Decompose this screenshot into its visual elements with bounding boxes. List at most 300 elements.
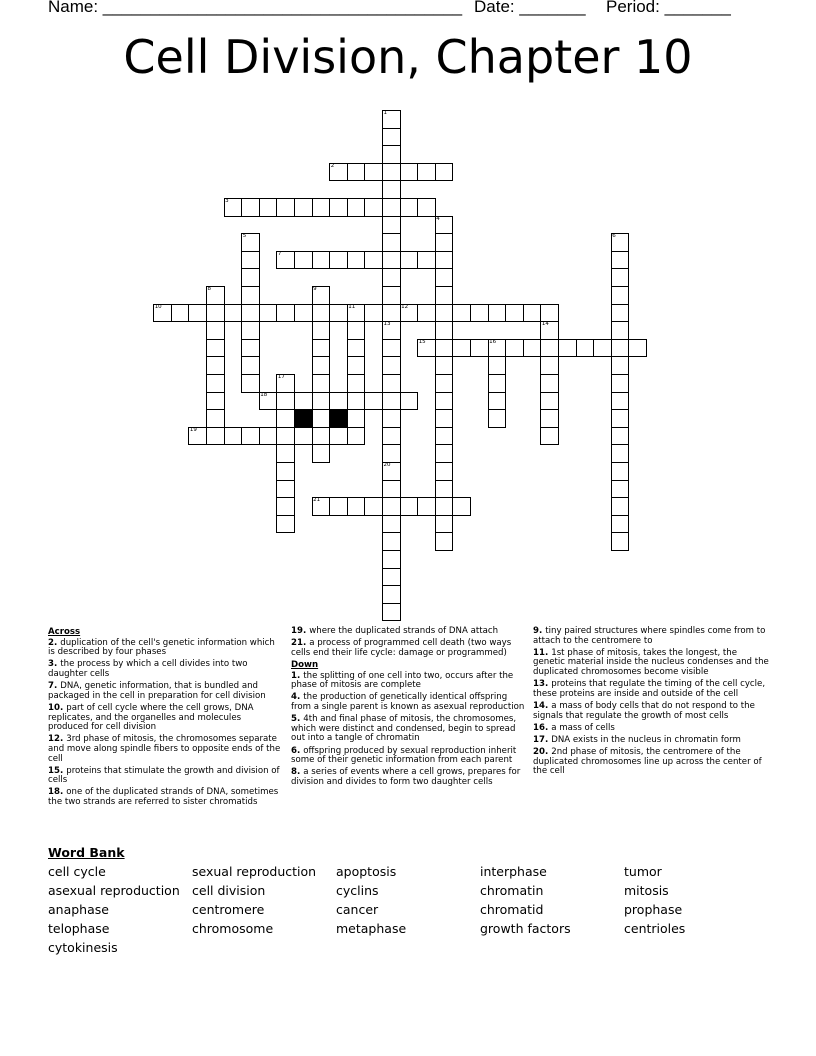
grid-cell[interactable] — [276, 374, 295, 393]
grid-cell[interactable] — [417, 339, 436, 358]
grid-cell[interactable] — [435, 515, 454, 534]
grid-cell[interactable] — [329, 163, 348, 182]
grid-cell[interactable] — [347, 251, 366, 270]
grid-cell[interactable] — [312, 409, 331, 428]
grid-cell[interactable] — [382, 163, 401, 182]
grid-cell[interactable] — [347, 198, 366, 217]
grid-cell[interactable] — [312, 444, 331, 463]
clue-text: proteins that stimulate the growth and division of cells — [48, 765, 280, 786]
grid-cell[interactable] — [276, 392, 295, 411]
clue — [48, 682, 284, 701]
word-bank-item: cyclins — [336, 883, 379, 898]
grid-cell[interactable] — [435, 321, 454, 340]
grid-cell[interactable] — [188, 427, 207, 446]
grid-cell[interactable] — [400, 163, 419, 182]
clue-number: 17 — [277, 374, 285, 380]
grid-block-cell — [294, 409, 313, 428]
grid-cell[interactable] — [382, 480, 401, 499]
grid-cell[interactable] — [382, 145, 401, 164]
date-field[interactable]: Date: _______ — [474, 0, 586, 16]
grid-cell[interactable] — [576, 339, 595, 358]
clue-text: one of the duplicated strands of DNA, sometimes the two strands are referred to sister chromatids — [48, 787, 279, 808]
grid-cell[interactable] — [312, 321, 331, 340]
grid-cell[interactable] — [611, 444, 630, 463]
clue-number: 18 — [260, 391, 268, 398]
clue — [291, 715, 527, 744]
grid-cell[interactable] — [382, 568, 401, 587]
grid-cell[interactable] — [400, 251, 419, 270]
clue-number-label: 12. — [48, 734, 64, 745]
grid-cell[interactable] — [435, 163, 454, 182]
clues-column-3 — [533, 627, 769, 779]
grid-cell[interactable] — [523, 339, 542, 358]
grid-cell[interactable] — [329, 427, 348, 446]
grid-cell[interactable] — [276, 409, 295, 428]
grid-cell[interactable] — [611, 321, 630, 340]
grid-cell[interactable] — [540, 339, 559, 358]
grid-cell[interactable] — [312, 374, 331, 393]
grid-cell[interactable] — [488, 356, 507, 375]
grid-cell[interactable] — [382, 444, 401, 463]
clue-text: a process of programmed cell death (two ways cells end their life cycle: damage or programmed) — [291, 638, 512, 658]
clue-text: 2nd phase of mitosis, the centromere of the duplicated chromosomes line up across the center of the cell — [533, 747, 762, 777]
grid-cell[interactable] — [347, 392, 366, 411]
clue-number-label: 19. — [291, 626, 307, 636]
grid-cell[interactable] — [347, 163, 366, 182]
grid-cell[interactable] — [312, 392, 331, 411]
clue-number-label: 21. — [291, 638, 307, 649]
grid-cell[interactable] — [312, 304, 331, 323]
grid-cell[interactable] — [206, 427, 225, 446]
grid-cell[interactable] — [382, 427, 401, 446]
clue-number: 13 — [383, 321, 391, 328]
grid-cell[interactable] — [417, 198, 436, 217]
grid-cell[interactable] — [611, 532, 630, 551]
grid-cell[interactable] — [611, 409, 630, 428]
clue-number-label: 6. — [291, 745, 301, 756]
grid-cell[interactable] — [382, 321, 401, 340]
grid-cell[interactable] — [452, 304, 471, 323]
grid-cell[interactable] — [400, 392, 419, 411]
clue — [48, 788, 284, 807]
grid-cell[interactable] — [382, 515, 401, 534]
clue — [533, 748, 769, 777]
word-bank-item: cell division — [192, 883, 266, 898]
grid-cell[interactable] — [241, 198, 260, 217]
clue — [291, 747, 527, 766]
grid-cell[interactable] — [171, 304, 190, 323]
grid-cell[interactable] — [435, 286, 454, 305]
clue-number-label: 14. — [533, 700, 549, 711]
grid-cell[interactable] — [364, 251, 383, 270]
clue — [291, 672, 527, 691]
clue-text: a mass of cells — [551, 722, 615, 733]
grid-cell[interactable] — [488, 339, 507, 358]
grid-cell[interactable] — [452, 339, 471, 358]
clue — [48, 735, 284, 764]
grid-cell[interactable] — [611, 286, 630, 305]
grid-cell[interactable] — [259, 198, 278, 217]
page-title: Cell Division, Chapter 10 — [123, 30, 693, 84]
grid-cell[interactable] — [347, 339, 366, 358]
grid-cell[interactable] — [206, 356, 225, 375]
grid-cell[interactable] — [312, 198, 331, 217]
grid-cell[interactable] — [540, 392, 559, 411]
grid-cell[interactable] — [382, 550, 401, 569]
grid-cell[interactable] — [540, 356, 559, 375]
word-bank-item: centromere — [192, 902, 265, 917]
grid-cell[interactable] — [241, 427, 260, 446]
clue-text: a mass of body cells that do not respond to the signals that regulate the growth of most cells — [533, 700, 755, 721]
grid-cell[interactable] — [488, 409, 507, 428]
clue-number: 8 — [207, 286, 211, 292]
clue — [48, 767, 284, 786]
grid-cell[interactable] — [382, 251, 401, 270]
grid-cell[interactable] — [611, 233, 630, 252]
clue-text: the production of genetically identical offspring from a single parent is known as asexual reproduction — [291, 692, 525, 712]
grid-cell[interactable] — [347, 409, 366, 428]
grid-cell[interactable] — [206, 392, 225, 411]
clue-text: where the duplicated strands of DNA attach — [309, 626, 499, 636]
grid-cell[interactable] — [153, 304, 172, 323]
clue-number: 2 — [330, 162, 335, 169]
grid-cell[interactable] — [628, 339, 647, 358]
word-bank-item: cell cycle — [48, 864, 106, 879]
grid-cell[interactable] — [329, 251, 348, 270]
grid-cell[interactable] — [435, 304, 454, 323]
clue-number-label: 13. — [533, 679, 549, 690]
clue — [48, 639, 284, 658]
clue-number-label: 7. — [48, 681, 58, 692]
grid-cell[interactable] — [593, 339, 612, 358]
clue-text: 4th and final phase of mitosis, the chromosomes, which were distinct and condensed, begin to spread out into a tangle of chromatin — [291, 714, 517, 744]
grid-cell[interactable] — [611, 268, 630, 287]
grid-cell[interactable] — [241, 233, 260, 252]
grid-cell[interactable] — [611, 462, 630, 481]
grid-cell[interactable] — [276, 515, 295, 534]
grid-cell[interactable] — [276, 304, 295, 323]
grid-cell[interactable] — [312, 286, 331, 305]
clue-number: 7 — [277, 250, 282, 257]
grid-cell[interactable] — [611, 480, 630, 499]
down-clue-list — [291, 672, 527, 788]
grid-cell[interactable] — [382, 409, 401, 428]
grid-cell[interactable] — [435, 497, 454, 516]
grid-cell[interactable] — [470, 339, 489, 358]
grid-cell[interactable] — [259, 392, 278, 411]
period-field[interactable]: Period: _______ — [606, 0, 731, 16]
grid-cell[interactable] — [241, 321, 260, 340]
grid-cell[interactable] — [329, 392, 348, 411]
grid-cell[interactable] — [611, 497, 630, 516]
grid-cell[interactable] — [364, 198, 383, 217]
clue-number: 11 — [348, 303, 356, 310]
grid-cell[interactable] — [241, 374, 260, 393]
grid-cell[interactable] — [241, 356, 260, 375]
grid-cell[interactable] — [382, 233, 401, 252]
grid-cell[interactable] — [400, 198, 419, 217]
grid-cell[interactable] — [417, 251, 436, 270]
clue-text: part of cell cycle where the cell grows, DNA replicates, and the organelles and molecules produced for cell division — [48, 702, 254, 733]
grid-cell[interactable] — [470, 304, 489, 323]
grid-cell[interactable] — [382, 603, 401, 622]
grid-cell[interactable] — [312, 251, 331, 270]
grid-cell[interactable] — [382, 198, 401, 217]
word-bank-item: cancer — [336, 902, 379, 917]
down-heading: Down — [291, 659, 319, 670]
grid-cell[interactable] — [206, 286, 225, 305]
grid-cell[interactable] — [224, 304, 243, 323]
grid-cell[interactable] — [364, 497, 383, 516]
grid-cell[interactable] — [276, 480, 295, 499]
grid-cell[interactable] — [382, 286, 401, 305]
grid-cell[interactable] — [435, 356, 454, 375]
grid-cell[interactable] — [382, 497, 401, 516]
grid-cell[interactable] — [364, 163, 383, 182]
grid-cell[interactable] — [382, 532, 401, 551]
grid-cell[interactable] — [347, 497, 366, 516]
word-bank-item: chromatid — [480, 902, 544, 917]
grid-cell[interactable] — [312, 339, 331, 358]
grid-block-cell — [329, 409, 348, 428]
grid-cell[interactable] — [294, 304, 313, 323]
clue-number-label: 2. — [48, 637, 58, 648]
grid-cell[interactable] — [224, 198, 243, 217]
word-bank-item: anaphase — [48, 902, 109, 917]
grid-cell[interactable] — [364, 304, 383, 323]
across-heading: Across — [48, 627, 81, 637]
clue-number-label: 15. — [48, 765, 64, 776]
grid-cell[interactable] — [435, 409, 454, 428]
grid-cell[interactable] — [611, 339, 630, 358]
grid-cell[interactable] — [206, 374, 225, 393]
clue-number: 1 — [383, 110, 387, 116]
grid-cell[interactable] — [435, 532, 454, 551]
clue-number: 12 — [401, 303, 409, 310]
clue-number: 5 — [242, 233, 247, 240]
grid-cell[interactable] — [382, 128, 401, 147]
clue-number: 4 — [436, 215, 440, 222]
grid-cell[interactable] — [382, 374, 401, 393]
grid-cell[interactable] — [435, 480, 454, 499]
grid-cell[interactable] — [241, 251, 260, 270]
clue — [48, 660, 284, 679]
clue — [291, 639, 527, 658]
clue-text: proteins that regulate the timing of the cell cycle, these proteins are inside and outside of the cell — [533, 679, 766, 699]
grid-cell[interactable] — [276, 251, 295, 270]
grid-cell[interactable] — [276, 198, 295, 217]
word-bank-item: chromatin — [480, 883, 544, 898]
grid-cell[interactable] — [540, 409, 559, 428]
grid-cell[interactable] — [505, 339, 524, 358]
word-bank-item: telophase — [48, 920, 110, 936]
grid-cell[interactable] — [435, 339, 454, 358]
grid-cell[interactable] — [611, 356, 630, 375]
grid-cell[interactable] — [523, 304, 542, 323]
name-field[interactable]: Name: ______________________________________ — [48, 0, 463, 16]
grid-cell[interactable] — [611, 427, 630, 446]
grid-cell[interactable] — [329, 497, 348, 516]
clue — [533, 736, 769, 746]
grid-cell[interactable] — [488, 392, 507, 411]
grid-cell[interactable] — [276, 427, 295, 446]
grid-cell[interactable] — [540, 304, 559, 323]
grid-cell[interactable] — [382, 356, 401, 375]
clue-number: 6 — [612, 233, 616, 240]
down-clue-list-continued — [533, 627, 769, 777]
grid-cell[interactable] — [400, 497, 419, 516]
word-bank-title: Word Bank — [48, 845, 125, 860]
clue-text: duplication of the cell's genetic information which is described by four phases — [48, 637, 275, 658]
clue-text: the process by which a cell divides into two daughter cells — [48, 659, 248, 679]
grid-cell[interactable] — [294, 198, 313, 217]
grid-cell[interactable] — [347, 427, 366, 446]
grid-cell[interactable] — [382, 339, 401, 358]
grid-cell[interactable] — [382, 216, 401, 235]
grid-cell[interactable] — [435, 392, 454, 411]
clue — [291, 627, 527, 637]
clue-text: tiny paired structures where spindles come from to attach to the centromere to — [533, 626, 766, 646]
grid-cell[interactable] — [294, 251, 313, 270]
grid-cell[interactable] — [294, 427, 313, 446]
grid-cell[interactable] — [540, 427, 559, 446]
grid-cell[interactable] — [364, 392, 383, 411]
grid-cell[interactable] — [611, 251, 630, 270]
clue — [533, 702, 769, 721]
grid-cell[interactable] — [329, 304, 348, 323]
grid-cell[interactable] — [488, 304, 507, 323]
grid-cell[interactable] — [488, 374, 507, 393]
word-bank-item: tumor — [624, 864, 662, 879]
grid-cell[interactable] — [611, 304, 630, 323]
grid-cell[interactable] — [276, 462, 295, 481]
clue-number-label: 5. — [291, 714, 301, 725]
grid-cell[interactable] — [435, 427, 454, 446]
clue-number-label: 1. — [291, 670, 301, 681]
grid-cell[interactable] — [611, 392, 630, 411]
clue — [533, 627, 769, 646]
grid-cell[interactable] — [276, 444, 295, 463]
grid-cell[interactable] — [382, 585, 401, 604]
grid-cell[interactable] — [435, 268, 454, 287]
grid-cell[interactable] — [417, 304, 436, 323]
grid-cell[interactable] — [224, 427, 243, 446]
grid-cell[interactable] — [312, 497, 331, 516]
clue-number: 19 — [189, 426, 197, 433]
clue-number-label: 11. — [533, 647, 549, 658]
clue-text: offspring produced by sexual reproduction inherit some of their genetic information from each parent — [291, 745, 517, 766]
grid-cell[interactable] — [188, 304, 207, 323]
grid-cell[interactable] — [347, 321, 366, 340]
grid-cell[interactable] — [382, 110, 401, 129]
grid-cell[interactable] — [435, 462, 454, 481]
clue-number-label: 16. — [533, 722, 549, 733]
grid-cell[interactable] — [382, 462, 401, 481]
clue-number-label: 8. — [291, 767, 301, 778]
word-bank-item: apoptosis — [336, 864, 397, 879]
grid-cell[interactable] — [241, 286, 260, 305]
clue-text: DNA, genetic information, that is bundled and packaged in the cell in preparation for cell division — [48, 681, 266, 701]
grid-cell[interactable] — [452, 497, 471, 516]
grid-cell[interactable] — [382, 392, 401, 411]
grid-cell[interactable] — [382, 268, 401, 287]
grid-cell[interactable] — [241, 268, 260, 287]
grid-cell[interactable] — [382, 304, 401, 323]
clue — [533, 649, 769, 678]
grid-cell[interactable] — [206, 304, 225, 323]
grid-cell[interactable] — [329, 198, 348, 217]
grid-cell[interactable] — [259, 427, 278, 446]
grid-cell[interactable] — [540, 374, 559, 393]
clue-number-label: 3. — [48, 659, 58, 670]
grid-cell[interactable] — [241, 304, 260, 323]
grid-cell[interactable] — [206, 339, 225, 358]
clue-text: 3rd phase of mitosis, the chromosomes separate and move along spindle fibers to opposite ends of the cell — [48, 734, 281, 764]
clue-number-label: 4. — [291, 692, 301, 703]
grid-cell[interactable] — [435, 233, 454, 252]
word-bank-item: centrioles — [624, 920, 686, 936]
grid-cell[interactable] — [294, 392, 313, 411]
clue-number: 14 — [541, 321, 549, 328]
grid-cell[interactable] — [558, 339, 577, 358]
grid-cell[interactable] — [206, 409, 225, 428]
grid-cell[interactable] — [417, 497, 436, 516]
grid-cell[interactable] — [241, 339, 260, 358]
grid-cell[interactable] — [505, 304, 524, 323]
clue — [533, 680, 769, 699]
grid-cell[interactable] — [382, 180, 401, 199]
grid-cell[interactable] — [312, 427, 331, 446]
clue-text: DNA exists in the nucleus in chromatin form — [551, 734, 741, 745]
clue-number-label: 17. — [533, 734, 549, 745]
grid-cell[interactable] — [435, 251, 454, 270]
grid-cell[interactable] — [611, 515, 630, 534]
word-bank-item: mitosis — [624, 883, 669, 898]
clue-number-label: 10. — [48, 702, 64, 713]
clues-column-1 — [48, 627, 284, 810]
grid-cell[interactable] — [347, 374, 366, 393]
clue-number: 21 — [313, 497, 321, 504]
grid-cell[interactable] — [259, 304, 278, 323]
grid-cell[interactable] — [400, 304, 419, 323]
clue-number: 9 — [313, 286, 317, 292]
grid-cell[interactable] — [435, 374, 454, 393]
grid-cell[interactable] — [312, 356, 331, 375]
clue — [533, 724, 769, 734]
grid-cell[interactable] — [540, 321, 559, 340]
clue-text: a series of events where a cell grows, prepares for division and divides to form two daughter cells — [291, 767, 521, 787]
clue-number: 15 — [418, 338, 426, 345]
grid-cell[interactable] — [206, 321, 225, 340]
word-bank-item: cytokinesis — [48, 939, 118, 955]
clue-number: 20 — [383, 462, 391, 468]
grid-cell[interactable] — [276, 497, 295, 516]
clue-text: the splitting of one cell into two, occurs after the phase of mitosis are complete — [291, 670, 514, 691]
clue-number: 16 — [489, 338, 497, 345]
grid-cell[interactable] — [347, 356, 366, 375]
grid-cell[interactable] — [417, 163, 436, 182]
clue-number-label: 9. — [533, 626, 543, 636]
grid-cell[interactable] — [435, 216, 454, 235]
grid-cell[interactable] — [347, 304, 366, 323]
grid-cell[interactable] — [611, 374, 630, 393]
word-bank-item: prophase — [624, 902, 683, 917]
clue-number-label: 18. — [48, 787, 64, 798]
grid-cell[interactable] — [435, 444, 454, 463]
word-bank-item: metaphase — [336, 920, 407, 936]
clue — [291, 768, 527, 787]
clue-number: 10 — [154, 303, 162, 310]
